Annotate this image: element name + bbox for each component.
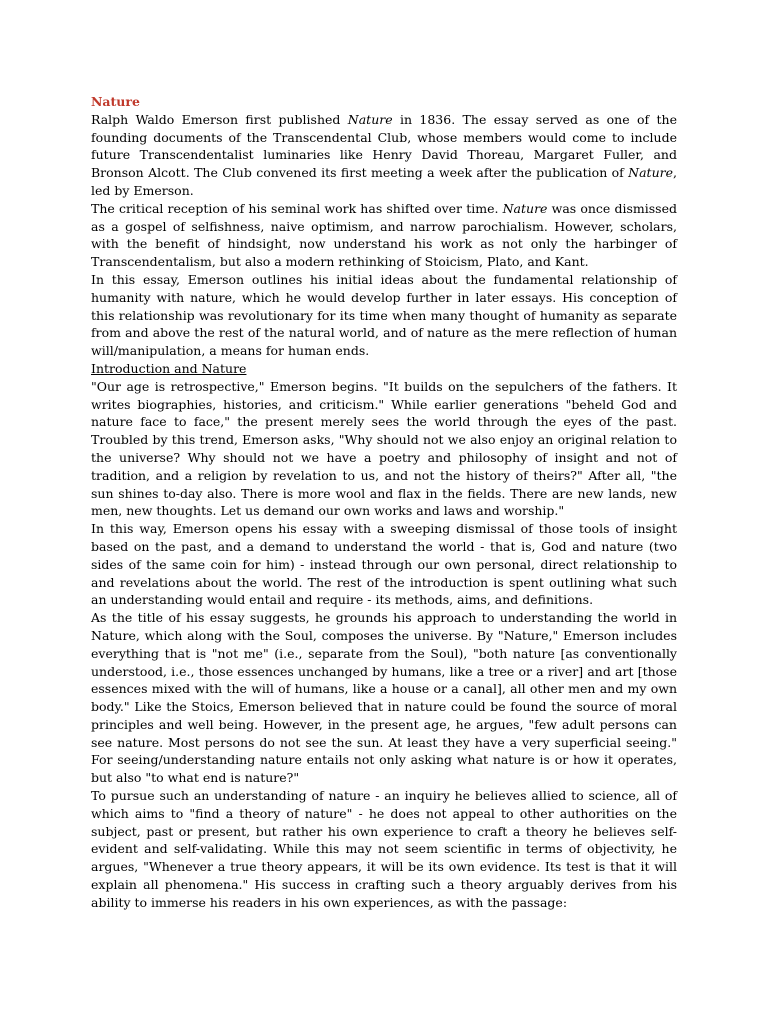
document-page <box>91 93 677 912</box>
book-title: Nature <box>347 111 393 127</box>
paragraph-theory: To pursue such an understanding of nature - an inquiry he believes allied to science, all of which aims to "find a theory of nature" - he does not appeal to other authorities on the subject, past or present, but rather his own experience to craft a theory he believes self-evident and self-validating. While this may not seem scientific in terms of objectivity, he argues, "Whenever a true theory appears, it will be its own evidence. Its test is that it will explain all phenomena." His success in crafting such a theory arguably derives from his ability to immerse his readers in his own experiences, as with the passage: <box>91 788 677 910</box>
paragraph-reception <box>91 200 677 271</box>
paragraph-text: in 1836. The essay served as one of the founding documents of the Transcendental Club, whose members would come to include future Transcendentalist luminaries like Henry David Thoreau, Margaret Fuller, and Bronson Alcott. The Club convened its first meeting a week after the publication of <box>91 111 677 181</box>
paragraph-dismissal: In this way, Emerson opens his essay with a sweeping dismissal of those tools of insight based on the past, and a demand to understand the world - that is, God and nature (two sides of the same coin for him) - instead through our own personal, direct relationship to and revelations about the world. The rest of the introduction is spent outlining what such an understanding would entail and require - its methods, aims, and definitions. <box>91 521 677 608</box>
paragraph-overview: In this essay, Emerson outlines his initial ideas about the fundamental relationship of humanity with nature, which he would develop further in later essays. His conception of this relationship was revolutionary for its time when many thought of humanity as separate from and above the rest of the natural world, and of nature as the mere reflection of human will/manipulation, a means for human ends. <box>91 271 677 359</box>
section-heading: Introduction and Nature <box>91 360 247 376</box>
paragraph-text: Ralph Waldo Emerson first published <box>91 111 348 127</box>
paragraph-text: The critical reception of his seminal work has shifted over time. <box>91 200 503 216</box>
paragraph-text: , led by Emerson. <box>91 165 677 198</box>
book-title: Nature <box>502 200 548 216</box>
document-title: Nature <box>91 94 140 109</box>
paragraph-nature-definition: As the title of his essay suggests, he grounds his approach to understanding the world in Nature, which along with the Soul, composes the universe. By "Nature," Emerson includes everything that is "not me" (i.e., separate from the Soul), "both nature [as conventionally understood, i.e., those essences unchanged by humans, like a tree or a river] and art [those essences mixed with the will of humans, like a house or a canal], all other men and my own body." Like the Stoics, Emerson believed that in nature could be found the source of moral principles and well being. However, in the present age, he argues, "few adult persons can see nature. Most persons do not see the sun. At least they have a very superficial seeing." For seeing/understanding nature entails not only asking what nature is or how it operates, but also "to what end is nature?" <box>91 610 677 786</box>
paragraph-retrospective: "Our age is retrospective," Emerson begins. "It builds on the sepulchers of the fathers. It writes biographies, histories, and criticism." While earlier generations "beheld God and nature face to face," the present merely sees the world through the eyes of the past. Troubled by this trend, Emerson asks, "Why should not we also enjoy an original relation to the universe? Why should not we have a poetry and philosophy of insight and not of tradition, and a religion by revelation to us, and not the history of theirs?" After all, "the sun shines to-day also. There is more wool and flax in the fields. There are new lands, new men, new thoughts. Let us demand our own works and laws and worship." <box>91 378 677 519</box>
paragraph-publication <box>91 111 677 200</box>
book-title: Nature <box>628 165 674 181</box>
paragraph-text: was once dismissed as a gospel of selfishness, naive optimism, and narrow parochialism. However, scholars, with the benefit of hindsight, now understand his work as not only the harbinger of Transcendentalism, but also a modern rethinking of Stoicism, Plato, and Kant. <box>91 200 677 270</box>
